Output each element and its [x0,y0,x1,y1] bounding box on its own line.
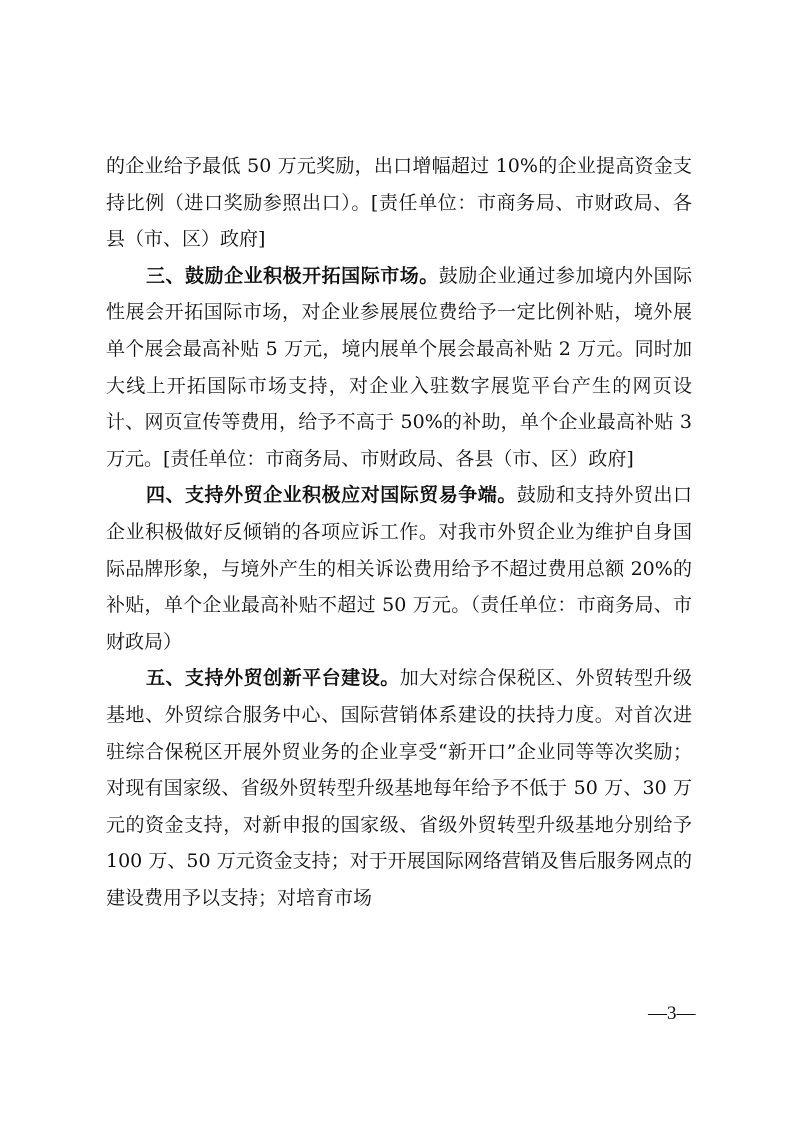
paragraph-text: 鼓励企业通过参加境内外国际性展会开拓国际市场，对企业参展展位费给予一定比例补贴，境外展单个展会最高补贴 5 万元，境内展单个展会最高补贴 2 万元。同时加大线上开拓国际市场支持，对企业入驻数字展览平台产生的网页设计、网页宣传等费用，给予不高于 50%的补助，单个企业最高补贴 3 万元。[责任单位：市商务局、市财政局、各县（市、区）政府] [106,264,692,470]
paragraph-item-3 [106,258,692,478]
document-body [106,148,692,916]
paragraph-continuation [106,148,692,258]
paragraph-text: 加大对综合保税区、外贸转型升级基地、外贸综合服务中心、国际营销体系建设的扶持力度。对首次进驻综合保税区开展外贸业务的企业享受“新开口”企业同等等次奖励；对现有国家级、省级外贸转型升级基地每年给予不低于 50 万、30 万元的资金支持，对新申报的国家级、省级外贸转型升级基地分别给予 100 万、50 万元资金支持；对于开展国际网络营销及售后服务网点的建设费用予以支持；对培育市场 [106,667,692,909]
paragraph-text: 鼓励和支持外贸出口企业积极做好反倾销的各项应诉工作。对我市外贸企业为维护自身国际品牌形象，与境外产生的相关诉讼费用给予不超过费用总额 20%的补贴，单个企业最高补贴不超过 50 万元。（责任单位：市商务局、市财政局） [106,484,692,653]
paragraph-heading: 三、鼓励企业积极开拓国际市场。 [146,264,439,287]
paragraph-heading: 四、支持外贸企业积极应对国际贸易争端。 [146,484,517,507]
paragraph-item-5 [106,660,692,916]
paragraph-item-4 [106,477,692,660]
page-number: —3— [648,1003,696,1024]
paragraph-text: 的企业给予最低 50 万元奖励，出口增幅超过 10%的企业提高资金支持比例（进口奖励参照出口）。[责任单位：市商务局、市财政局、各县（市、区）政府] [106,155,692,251]
paragraph-heading: 五、支持外贸创新平台建设。 [146,667,400,690]
